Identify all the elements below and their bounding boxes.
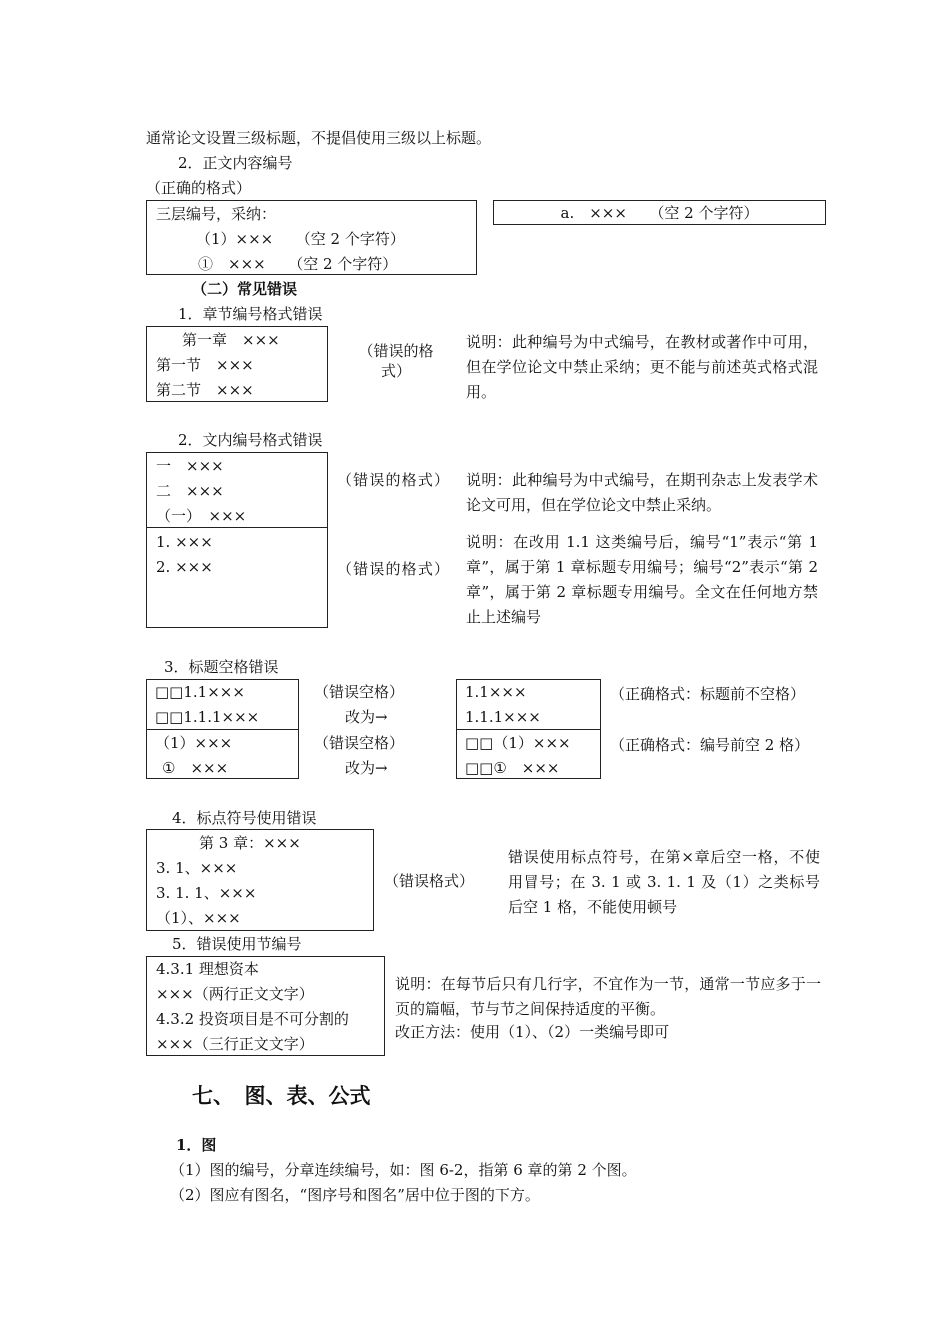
error-4-note: 错误使用标点符号，在第×章后空一格，不使用冒号；在 3. 1 或 3. 1. 1 及（1）之类标号后空 1 格，不能使用顿号 [508,848,820,916]
correct-box-line: （1）××× （空 2 个字符） [196,230,405,248]
section-7-heading: 七、 图、表、公式 [192,1083,371,1108]
figure-subheading: 1．图 [176,1136,217,1154]
error-1-box-line: 第一节 ××× [156,356,254,374]
error-1-label: （错误的格式） [358,342,434,380]
error-5-title: 5．错误使用节编号 [172,935,302,953]
error-3-mid-line: （错误空格） [314,683,405,701]
error-3-note-b: （正确格式：编号前空 2 格） [610,736,810,754]
error-2-note-a: 说明：此种编号为中式编号，在期刊杂志上发表学术论文可用，但在学位论文中禁止采纳。 [466,471,818,514]
error-3-right-line: 1.1××× [465,683,527,701]
error-2-box-line: （一） ××× [156,507,247,525]
correct-box-right-line: a. ××× （空 2 个字符） [560,204,759,222]
correct-format-label: （正确的格式） [146,179,252,197]
error-2-box-line: 一 ××× [156,457,224,475]
error-3-left-line: （1）××× [155,734,233,752]
error-4-box-line: 第 3 章：××× [199,834,301,852]
error-3-note-a: （正确格式：标题前不空格） [610,685,806,703]
error-3-title: 3．标题空格错误 [164,658,279,676]
error-5-box-line: 4.3.1 理想资本 [156,960,259,978]
figure-paragraph-1: （1）图的编号，分章连续编号，如：图 6-2，指第 6 章的第 2 个图。 [170,1161,637,1179]
error-2-label-b: （错误的格式） [337,560,449,578]
error-3-right-line: □□（1）××× [465,734,571,752]
error-2-divider [146,527,328,528]
error-2-title: 2．文内编号格式错误 [178,431,323,449]
error-3-mid-line: （错误空格） [314,734,405,752]
error-5-note-2: 改正方法：使用（1）、（2）一类编号即可 [395,1023,670,1041]
error-1-box-line: 第二节 ××× [156,381,254,399]
error-1-title: 1．章节编号格式错误 [178,305,323,323]
intro-line: 通常论文设置三级标题，不提倡使用三级以上标题。 [146,129,492,147]
error-3-right-line: 1.1.1××× [465,708,541,726]
error-4-title: 4．标点符号使用错误 [172,809,317,827]
error-4-box-line: （1）、××× [156,909,241,927]
common-errors-title: （二）常见错误 [192,280,298,298]
error-4-label: （错误格式） [384,872,475,890]
error-2-label-a: （错误的格式） [337,471,449,489]
error-1-note: 说明：此种编号为中式编号，在教材或著作中可用，但在学位论文中禁止采纳；更不能与前述英式格式混用。 [466,333,818,401]
section-title-2: 2．正文内容编号 [178,154,293,172]
error-2-box-line: 2. ××× [156,558,213,576]
error-2-box-line: 二 ××× [156,482,224,500]
error-5-note-1: 说明：在每节后只有几行字，不宜作为一节，通常一节应多于一页的篇幅，节与节之间保持适度的平衡。 [395,975,821,1018]
figure-paragraph-2: （2）图应有图名，“图序号和图名”居中位于图的下方。 [170,1186,540,1204]
error-3-right-line: □□① ××× [465,759,560,777]
error-5-box-line: ×××（三行正文文字） [156,1035,314,1053]
error-5-box-line: ×××（两行正文文字） [156,985,314,1003]
error-3-left-divider [146,729,299,730]
error-3-right-divider [456,729,601,730]
correct-box-line: ① ××× （空 2 个字符） [198,255,398,273]
error-3-left-line: □□1.1.1××× [155,708,260,726]
error-2-box-line: 1. ××× [156,533,213,551]
correct-box-line: 三层编号，采纳： [156,205,277,223]
error-2-note-b: 说明：在改用 1.1 这类编号后，编号“1”表示“第 1 章”，属于第 1 章标题专用编号；编号“2”表示“第 2 章”，属于第 2 章标题专用编号。全文在任何地方禁止上述编号 [466,533,818,626]
error-3-mid-line: 改为→ [345,759,388,777]
error-3-mid-line: 改为→ [345,708,388,726]
error-1-box-line: 第一章 ××× [182,331,280,349]
error-5-box-line: 4.3.2 投资项目是不可分割的 [156,1010,349,1028]
error-3-left-line: □□1.1××× [155,683,245,701]
error-3-left-line: ① ××× [162,759,229,777]
error-4-box-line: 3. 1. 1、××× [156,884,257,902]
error-4-box-line: 3. 1、××× [156,859,238,877]
